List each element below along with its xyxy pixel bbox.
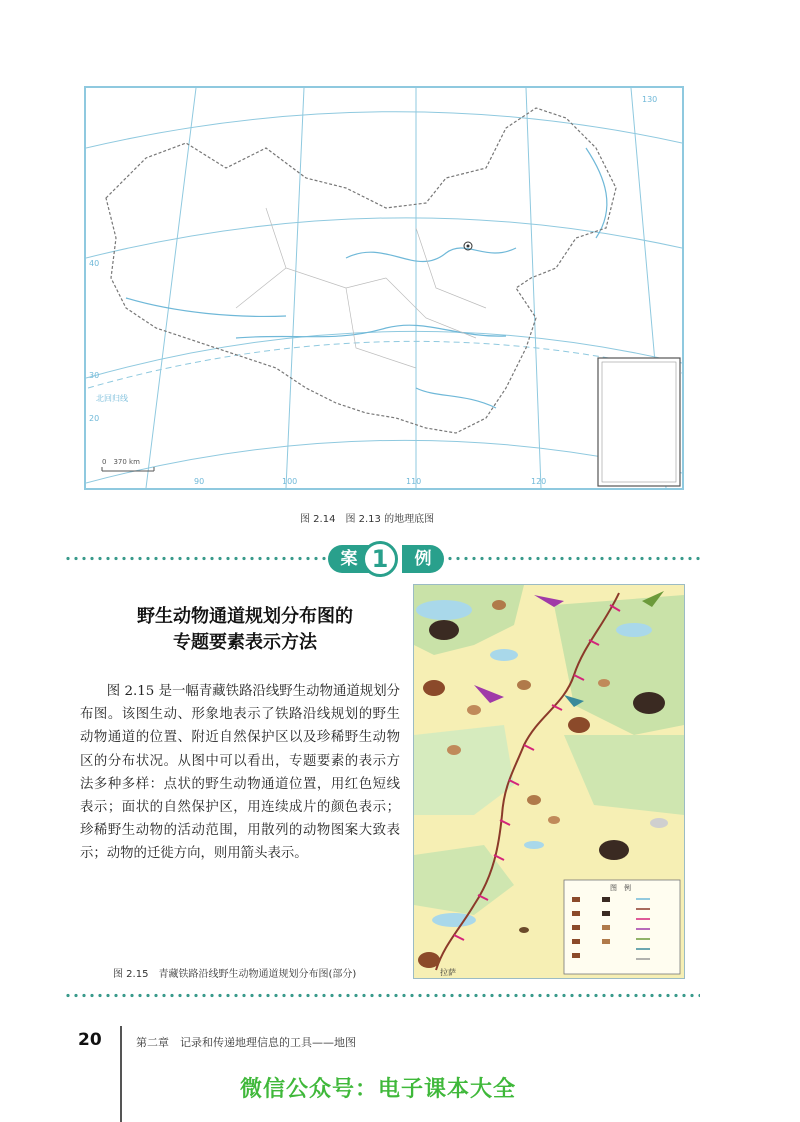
case-title-line2: 专题要素表示方法 [173,632,317,653]
watermark-text: 微信公众号：电子课本大全 [240,1077,517,1102]
lon-label-100: 100 [282,477,298,486]
dotted-divider [64,556,326,561]
lon-label-120: 120 [531,477,547,486]
lat-label-40: 40 [89,259,100,268]
dotted-divider [64,993,700,998]
chapter-title: 第二章 记录和传递地理信息的工具——地图 [136,1036,356,1049]
case-badge-left: 案 [328,545,370,573]
case-badge-right: 例 [402,545,444,573]
legend-title: 图 例 [610,884,631,892]
figure-2-14-caption: 图 2.14 图 2.13 的地理底图 [300,514,435,525]
base-map-svg [86,88,682,488]
case-title [95,604,395,656]
tropic-label: 北回归线 [96,394,128,403]
footer-rule [120,1026,122,1122]
case-title-line1: 野生动物通道规划分布图的 [137,606,353,627]
lat-label-30: 30 [89,371,100,380]
scale-label: 0 370 km [102,458,140,466]
dotted-divider [446,556,700,561]
base-map-figure [84,86,684,490]
lon-label-90: 90 [194,477,205,486]
case-body-text: 图 2.15 是一幅青藏铁路沿线野生动物通道规划分布图。该图生动、形象地表示了铁路沿线规划的野生动物通道的位置、附近自然保护区以及珍稀野生动物区的分布状况。从图中可以看出，专题要素的表示方法多种多样：点状的野生动物通道位置，用红色短线表示；面状的自然保护区，用连续成片的颜色表示；珍稀野生动物的活动范围，用散列的动物图案大致表示；动物的迁徙方向，则用箭头表示。 [80,684,400,862]
case-badge-number: 1 [362,541,398,577]
wildlife-passage-map [413,584,685,979]
city-label-lhasa: 拉萨 [440,968,456,977]
lon-label-110: 110 [406,477,422,486]
lon-label-130: 130 [642,95,658,104]
legend-box [564,880,680,974]
lat-label-20: 20 [89,414,100,423]
page-number: 20 [78,1030,102,1050]
figure-2-15-caption: 图 2.15 青藏铁路沿线野生动物通道规划分布图(部分) [113,969,357,980]
wildlife-map-svg [414,585,684,978]
case-badge [328,545,444,573]
